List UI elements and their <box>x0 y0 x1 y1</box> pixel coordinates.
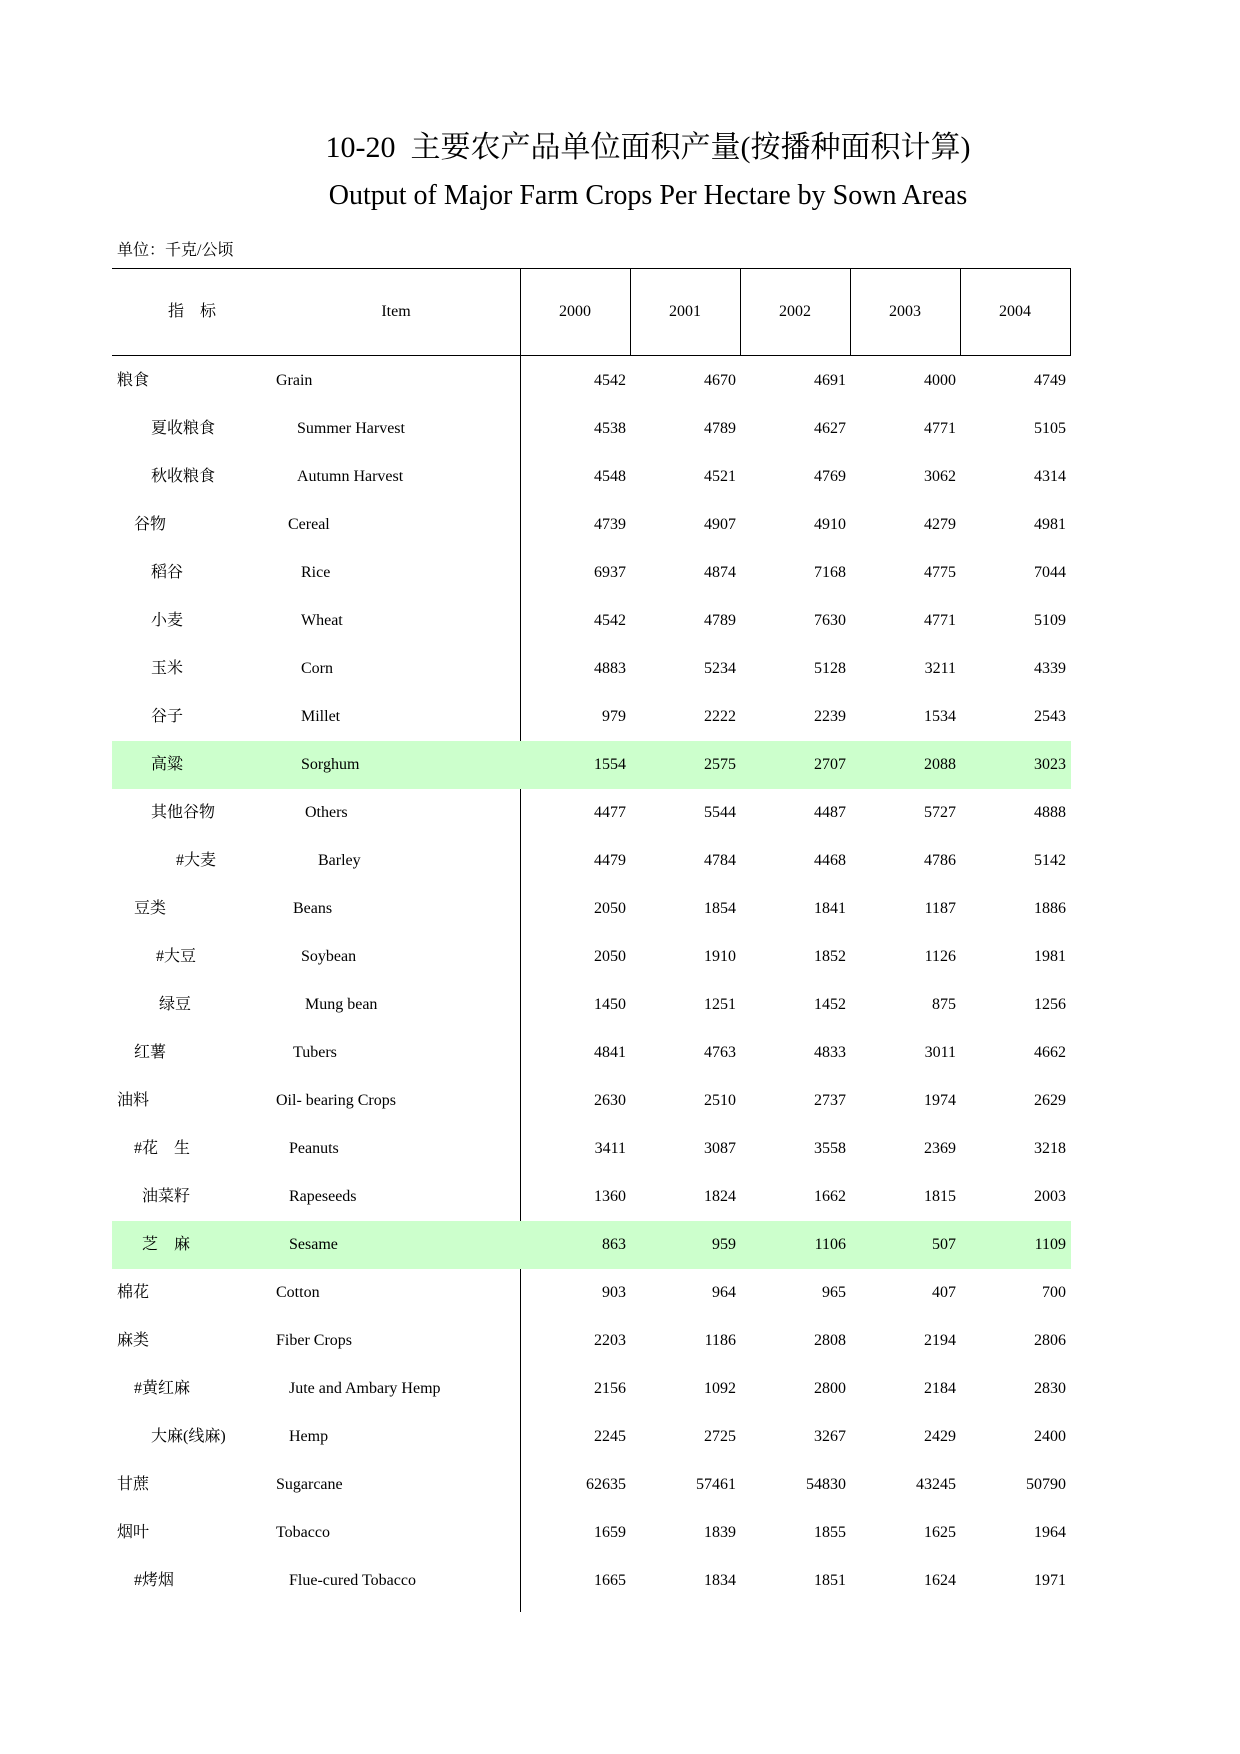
row-label-cn: 烟叶 <box>117 1524 150 1541</box>
table-row <box>112 453 1071 501</box>
row-label-cn: 麻类 <box>117 1332 150 1349</box>
row-value: 4789 <box>704 612 736 629</box>
header-item: Item <box>381 303 411 320</box>
row-value: 1256 <box>1034 996 1066 1013</box>
row-label-en: Sesame <box>289 1236 338 1253</box>
row-value: 2400 <box>1034 1428 1066 1445</box>
row-value: 4662 <box>1034 1044 1066 1061</box>
row-value: 1841 <box>814 900 846 917</box>
row-label-cn: 油料 <box>117 1092 150 1109</box>
row-label-en: Hemp <box>289 1428 329 1445</box>
row-value: 4691 <box>814 372 846 389</box>
row-value: 1251 <box>704 996 736 1013</box>
row-value: 7044 <box>1034 564 1066 581</box>
row-value: 2630 <box>594 1092 626 1109</box>
row-value: 700 <box>1042 1284 1066 1301</box>
row-value: 1534 <box>924 708 956 725</box>
row-value: 2222 <box>704 708 736 725</box>
row-value: 5128 <box>814 660 846 677</box>
row-value: 62635 <box>586 1476 626 1493</box>
table-row <box>112 549 1071 597</box>
row-label-en: Corn <box>301 660 333 677</box>
row-value: 1106 <box>814 1236 846 1253</box>
row-value: 2184 <box>924 1380 956 1397</box>
header-year-2001: 2001 <box>669 303 701 320</box>
row-label-en: Summer Harvest <box>297 420 405 437</box>
row-value: 4542 <box>594 372 626 389</box>
row-value: 863 <box>602 1236 626 1253</box>
table-row <box>112 1509 1071 1557</box>
row-value: 2806 <box>1034 1332 1066 1349</box>
row-value: 4833 <box>814 1044 846 1061</box>
row-value: 4477 <box>594 804 626 821</box>
row-label-en: Fiber Crops <box>276 1332 352 1349</box>
row-value: 1665 <box>594 1572 626 1589</box>
row-value: 3211 <box>924 660 956 677</box>
row-label-cn: 绿豆 <box>159 996 192 1013</box>
row-label-en: Millet <box>301 708 341 725</box>
row-value: 2088 <box>924 756 956 773</box>
row-label-cn: #烤烟 <box>134 1572 175 1589</box>
row-value: 2050 <box>594 900 626 917</box>
row-label-en: Cereal <box>288 516 330 533</box>
row-value: 1625 <box>924 1524 956 1541</box>
row-value: 4784 <box>704 852 736 869</box>
table-row <box>112 1269 1071 1317</box>
row-label-en: Sugarcane <box>276 1476 343 1493</box>
row-value: 4841 <box>594 1044 626 1061</box>
row-label-en: Autumn Harvest <box>297 468 404 485</box>
row-value: 4907 <box>704 516 736 533</box>
row-label-cn: 谷物 <box>134 516 167 533</box>
table-row <box>112 357 1071 405</box>
row-value: 2239 <box>814 708 846 725</box>
row-value: 3011 <box>924 1044 956 1061</box>
row-label-en: Rapeseeds <box>289 1188 357 1205</box>
table-row <box>112 1029 1071 1077</box>
row-label-cn: #大麦 <box>176 852 217 869</box>
row-value: 3558 <box>814 1140 846 1157</box>
row-label-cn: 高粱 <box>151 756 184 773</box>
row-label-en: Tobacco <box>276 1524 330 1541</box>
header-indicator: 指 标 <box>167 303 216 320</box>
row-value: 4874 <box>704 564 736 581</box>
row-value: 4468 <box>814 852 846 869</box>
row-label-en: Grain <box>276 372 313 389</box>
row-value: 4749 <box>1034 372 1066 389</box>
row-value: 4314 <box>1034 468 1066 485</box>
row-value: 903 <box>602 1284 626 1301</box>
row-value: 875 <box>932 996 956 1013</box>
row-value: 1974 <box>924 1092 956 1109</box>
row-value: 2203 <box>594 1332 626 1349</box>
row-label-en: Oil- bearing Crops <box>276 1092 396 1109</box>
row-value: 2629 <box>1034 1092 1066 1109</box>
row-value: 4769 <box>814 468 846 485</box>
row-value: 4888 <box>1034 804 1066 821</box>
row-value: 1092 <box>704 1380 736 1397</box>
row-value: 4339 <box>1034 660 1066 677</box>
row-label-cn: 大麻(线麻) <box>151 1428 226 1445</box>
table-row <box>112 789 1071 837</box>
row-label-cn: 夏收粮食 <box>151 420 216 437</box>
row-label-cn: 小麦 <box>151 612 184 629</box>
row-label-cn: 秋收粮食 <box>151 468 216 485</box>
row-label-cn: 稻谷 <box>151 564 184 581</box>
row-value: 965 <box>822 1284 846 1301</box>
row-value: 5544 <box>704 804 736 821</box>
row-value: 1186 <box>704 1332 736 1349</box>
row-value: 1659 <box>594 1524 626 1541</box>
table-row <box>112 1125 1071 1173</box>
row-label-en: Others <box>305 804 348 821</box>
row-value: 4883 <box>594 660 626 677</box>
row-value: 1964 <box>1034 1524 1066 1541</box>
row-value: 50790 <box>1026 1476 1066 1493</box>
table-row <box>112 1077 1071 1125</box>
row-label-cn: 甘蔗 <box>117 1476 150 1493</box>
row-label-en: Jute and Ambary Hemp <box>289 1380 441 1397</box>
row-value: 4789 <box>704 420 736 437</box>
row-value: 1815 <box>924 1188 956 1205</box>
header-year-2003: 2003 <box>889 303 921 320</box>
row-label-en: Cotton <box>276 1284 320 1301</box>
row-value: 4670 <box>704 372 736 389</box>
row-value: 43245 <box>916 1476 956 1493</box>
row-value: 4538 <box>594 420 626 437</box>
row-value: 4981 <box>1034 516 1066 533</box>
row-value: 1910 <box>704 948 736 965</box>
row-value: 979 <box>602 708 626 725</box>
row-value: 1834 <box>704 1572 736 1589</box>
row-value: 1187 <box>924 900 956 917</box>
row-value: 407 <box>932 1284 956 1301</box>
page-title-en: Output of Major Farm Crops Per Hectare by Sown Areas <box>328 180 968 211</box>
row-value: 2510 <box>704 1092 736 1109</box>
row-value: 959 <box>712 1236 736 1253</box>
row-value: 2543 <box>1034 708 1066 725</box>
row-value: 5727 <box>924 804 956 821</box>
row-value: 1126 <box>924 948 956 965</box>
row-value: 4771 <box>924 420 956 437</box>
row-value: 3411 <box>594 1140 626 1157</box>
table-row <box>112 501 1071 549</box>
row-value: 7168 <box>814 564 846 581</box>
row-label-cn: 其他谷物 <box>151 804 216 821</box>
row-value: 1971 <box>1034 1572 1066 1589</box>
row-value: 4771 <box>924 612 956 629</box>
row-label-cn: #大豆 <box>156 948 197 965</box>
row-value: 3087 <box>704 1140 736 1157</box>
row-value: 4279 <box>924 516 956 533</box>
row-label-cn: 豆类 <box>134 900 167 917</box>
table-row <box>112 1461 1071 1509</box>
row-value: 2245 <box>594 1428 626 1445</box>
yield-table <box>112 268 1071 1612</box>
row-value: 1109 <box>1034 1236 1066 1253</box>
table-row <box>112 597 1071 645</box>
row-value: 1854 <box>704 900 736 917</box>
header-divider <box>1070 268 1071 356</box>
row-label-en: Sorghum <box>301 756 360 773</box>
row-value: 2429 <box>924 1428 956 1445</box>
table-row <box>112 885 1071 933</box>
row-label-en: Peanuts <box>289 1140 339 1157</box>
row-value: 1981 <box>1034 948 1066 965</box>
table-row <box>112 837 1071 885</box>
row-value: 4542 <box>594 612 626 629</box>
row-value: 1839 <box>704 1524 736 1541</box>
row-value: 2369 <box>924 1140 956 1157</box>
row-label-cn: 谷子 <box>151 708 184 725</box>
row-value: 1852 <box>814 948 846 965</box>
table-row <box>112 405 1071 453</box>
unit-label: 单位：千克/公顷 <box>117 242 234 259</box>
row-value: 2156 <box>594 1380 626 1397</box>
row-label-cn: 红薯 <box>134 1044 167 1061</box>
row-value: 4627 <box>814 420 846 437</box>
row-value: 4548 <box>594 468 626 485</box>
row-value: 1886 <box>1034 900 1066 917</box>
row-value: 4786 <box>924 852 956 869</box>
row-value: 4521 <box>704 468 736 485</box>
row-value: 6937 <box>594 564 626 581</box>
row-value: 507 <box>932 1236 956 1253</box>
row-value: 1824 <box>704 1188 736 1205</box>
row-value: 2725 <box>704 1428 736 1445</box>
row-value: 7630 <box>814 612 846 629</box>
row-label-cn: 油菜籽 <box>142 1188 191 1205</box>
row-value: 4910 <box>814 516 846 533</box>
row-label-cn: 棉花 <box>117 1284 150 1301</box>
row-value: 1851 <box>814 1572 846 1589</box>
row-value: 2830 <box>1034 1380 1066 1397</box>
row-value: 4763 <box>704 1044 736 1061</box>
row-value: 3218 <box>1034 1140 1066 1157</box>
table-row <box>112 1173 1071 1221</box>
row-value: 5109 <box>1034 612 1066 629</box>
row-value: 57461 <box>696 1476 736 1493</box>
row-value: 1360 <box>594 1188 626 1205</box>
row-label-cn: #花 生 <box>134 1140 191 1157</box>
table-row <box>112 1557 1071 1605</box>
row-value: 1450 <box>594 996 626 1013</box>
row-value: 1662 <box>814 1188 846 1205</box>
row-value: 2050 <box>594 948 626 965</box>
row-value: 2808 <box>814 1332 846 1349</box>
row-value: 1554 <box>594 756 626 773</box>
table-row <box>112 741 1071 789</box>
row-value: 4000 <box>924 372 956 389</box>
row-label-cn: 芝 麻 <box>142 1236 191 1253</box>
header-year-2004: 2004 <box>999 303 1031 320</box>
page-title-cn: 10-20 主要农产品单位面积产量(按播种面积计算) <box>325 131 971 164</box>
row-label-en: Flue-cured Tobacco <box>289 1572 416 1589</box>
row-label-en: Rice <box>301 564 331 581</box>
row-value: 964 <box>712 1284 736 1301</box>
row-label-en: Beans <box>293 900 333 917</box>
table-row <box>112 693 1071 741</box>
row-label-cn: #黄红麻 <box>134 1380 191 1397</box>
row-value: 5105 <box>1034 420 1066 437</box>
header-year-2002: 2002 <box>779 303 811 320</box>
row-value: 4739 <box>594 516 626 533</box>
table-row <box>112 645 1071 693</box>
row-value: 2737 <box>814 1092 846 1109</box>
row-label-en: Mung bean <box>305 996 378 1013</box>
row-label-en: Wheat <box>301 612 343 629</box>
table-row <box>112 981 1071 1029</box>
row-value: 1624 <box>924 1572 956 1589</box>
row-value: 2194 <box>924 1332 956 1349</box>
row-value: 5234 <box>704 660 736 677</box>
row-value: 3062 <box>924 468 956 485</box>
row-label-cn: 玉米 <box>151 660 184 677</box>
row-value: 54830 <box>806 1476 846 1493</box>
header-year-2000: 2000 <box>559 303 591 320</box>
row-value: 3023 <box>1034 756 1066 773</box>
row-label-en: Tubers <box>293 1044 337 1061</box>
table-row <box>112 1221 1071 1269</box>
row-value: 4487 <box>814 804 846 821</box>
table-row <box>112 1317 1071 1365</box>
row-value: 1855 <box>814 1524 846 1541</box>
table-row <box>112 933 1071 981</box>
row-value: 5142 <box>1034 852 1066 869</box>
row-value: 4775 <box>924 564 956 581</box>
row-value: 2800 <box>814 1380 846 1397</box>
row-value: 3267 <box>814 1428 846 1445</box>
row-label-cn: 粮食 <box>117 372 150 389</box>
table-row <box>112 1365 1071 1413</box>
row-value: 4479 <box>594 852 626 869</box>
row-value: 2003 <box>1034 1188 1066 1205</box>
row-value: 2575 <box>704 756 736 773</box>
row-value: 1452 <box>814 996 846 1013</box>
row-label-en: Soybean <box>301 948 357 965</box>
row-value: 2707 <box>814 756 846 773</box>
table-row <box>112 1413 1071 1461</box>
row-label-en: Barley <box>318 852 361 869</box>
